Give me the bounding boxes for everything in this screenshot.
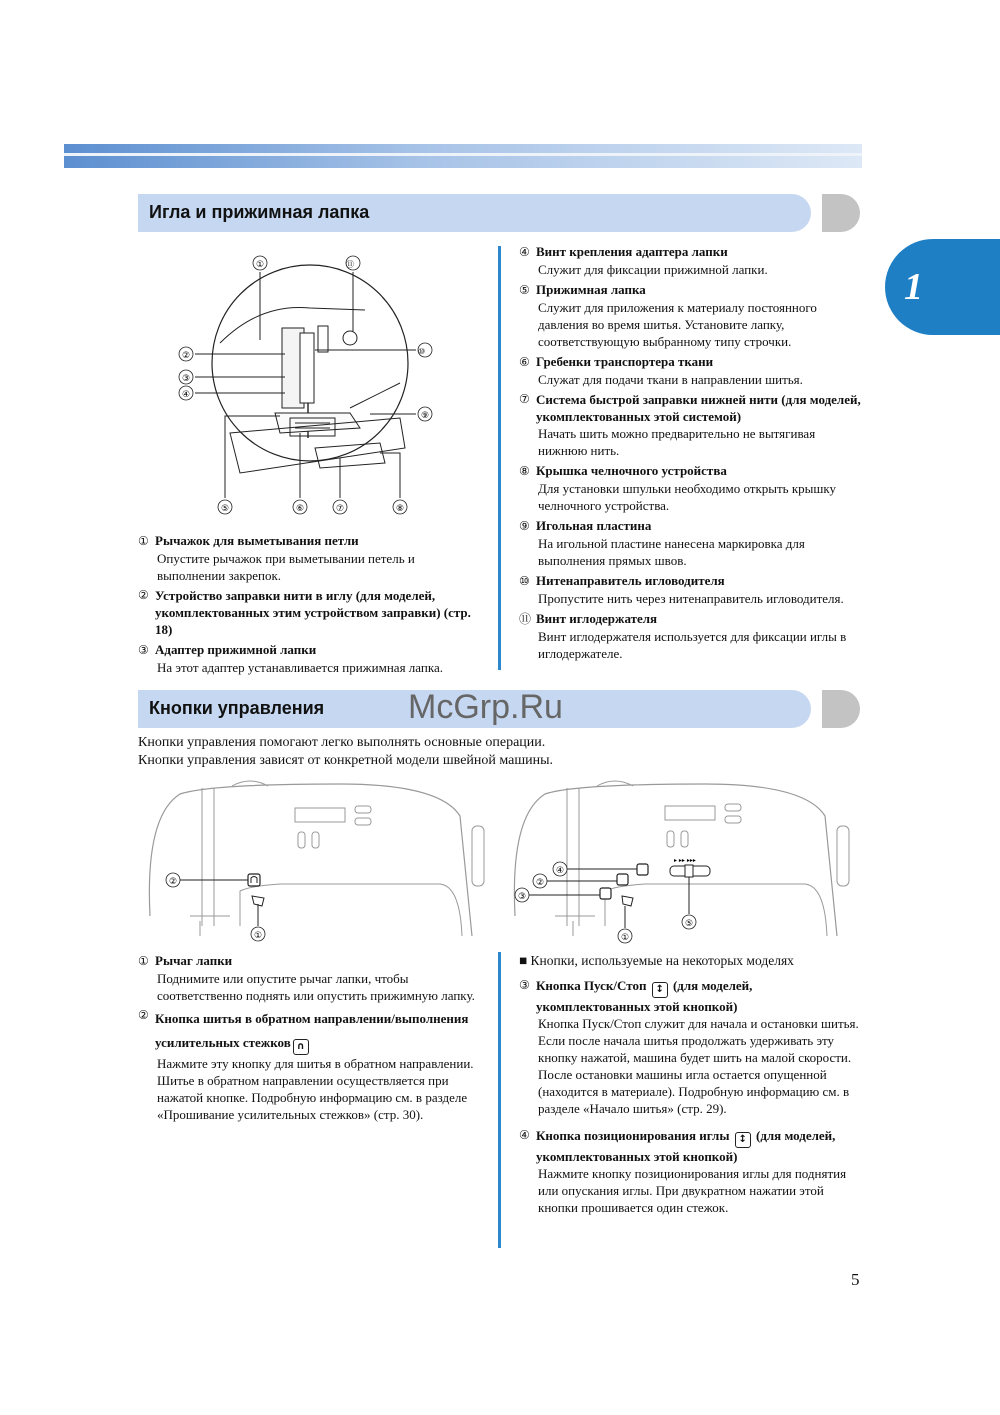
reverse-stitch-icon: ∩ — [293, 1039, 309, 1055]
callout-4: ④ — [182, 390, 191, 400]
callout-5: ⑤ — [221, 504, 230, 514]
item-body: Винт иглодержателя используется для фиксации иглы в иглодержателе. — [538, 629, 847, 661]
callout-2: ② — [182, 351, 191, 361]
section-heading-cap — [822, 194, 860, 232]
chapter-number: 1 — [904, 266, 923, 308]
start-stop-icon: ↕ — [652, 982, 668, 998]
item-heading-suffix: (для моделей, укомплектованных этой кнопкой) — [536, 978, 753, 1014]
machine-diagram-basic — [140, 776, 495, 948]
list-item — [519, 610, 864, 662]
item-body: Для установки шпульки необходимо открыть крышку челночного устройства. — [538, 481, 837, 513]
needle-foot-list-left — [138, 532, 483, 676]
callout-3: ③ — [518, 892, 527, 902]
item-heading: Гребенки транспортера ткани — [536, 354, 714, 369]
item-heading: Прижимная лапка — [536, 282, 646, 297]
item-number: ⑥ — [519, 355, 530, 369]
section-title: Игла и прижимная лапка — [149, 202, 370, 222]
item-body: Начать шить можно предварительно не вытягивая нижнюю нить. — [538, 426, 816, 458]
column-divider — [498, 952, 501, 1248]
section-heading-needle-foot — [138, 194, 811, 232]
item-heading: Рычаг лапки — [155, 953, 233, 968]
callout-3: ③ — [182, 374, 191, 384]
column-divider — [498, 246, 501, 670]
list-item — [519, 572, 864, 607]
callout-6: ⑥ — [296, 504, 305, 514]
item-body: Служит для приложения к материалу постоянного давления во время шитья. Установите лапку, соответствующую выбранному типу строчки. — [538, 300, 817, 349]
item-number: ⑧ — [519, 464, 530, 478]
item-heading-suffix: (для моделей, укомплектованных этой кнопкой) — [536, 1128, 836, 1164]
item-body: Пропустите нить через нитенаправитель игловодителя. — [538, 591, 844, 606]
list-item — [519, 462, 864, 514]
item-heading: Винт иглодержателя — [536, 611, 658, 626]
list-item — [519, 281, 864, 350]
callout-1: ① — [254, 931, 263, 941]
item-body: Поднимите или опустите рычаг лапки, чтобы соответственно поднять или опустить прижимную лапку. — [157, 971, 475, 1003]
section-intro — [138, 734, 838, 770]
svg-text:▸ ▸▸ ▸▸▸: ▸ ▸▸ ▸▸▸ — [674, 857, 696, 864]
item-heading: Игольная пластина — [536, 518, 652, 533]
item-body: Нажмите кнопку позиционирования иглы для поднятия или опускания иглы. При двукратном нажатии этой кнопки прошивается один стежок. — [538, 1166, 847, 1215]
item-number: ⑨ — [519, 519, 530, 533]
callout-5: ⑤ — [685, 919, 694, 929]
item-number: ③ — [138, 643, 149, 657]
callout-9: ⑨ — [421, 411, 430, 421]
item-number: ④ — [519, 1128, 530, 1142]
item-body: Нажмите эту кнопку для шитья в обратном направлении. Шитье в обратном направлении осуществляется при нажатой кнопке. Подробную информацию см. в разделе «Прошивание усилительных стежков» (стр. 30). — [157, 1056, 474, 1122]
header-gradient-bar — [64, 144, 862, 168]
callout-7: ⑦ — [336, 504, 345, 514]
page-number: 5 — [851, 1270, 860, 1289]
list-item — [138, 532, 483, 584]
list-item — [519, 391, 864, 459]
item-body: Служат для подачи ткани в направлении шитья. — [538, 372, 803, 387]
callout-8: ⑧ — [396, 504, 405, 514]
list-item — [138, 587, 483, 638]
item-number: ⑩ — [519, 574, 530, 588]
section-heading-cap — [822, 690, 860, 728]
intro-line: Кнопки управления зависят от конкретной модели швейной машины. — [138, 753, 554, 768]
item-body: На этот адаптер устанавливается прижимная лапка. — [157, 660, 443, 675]
list-item — [138, 952, 483, 1004]
list-item — [138, 1007, 483, 1123]
item-heading: Рычажок для выметывания петли — [155, 533, 359, 548]
control-buttons-list-left — [138, 952, 483, 1123]
item-heading: Кнопка позиционирования иглы — [536, 1128, 730, 1143]
callout-4: ④ — [556, 866, 565, 876]
item-number: ③ — [519, 978, 530, 992]
chapter-tab — [885, 239, 1000, 335]
item-heading: Адаптер прижимной лапки — [155, 642, 317, 657]
item-number: ① — [138, 954, 149, 968]
list-item — [519, 243, 864, 278]
item-heading: Кнопка Пуск/Стоп — [536, 978, 647, 993]
control-buttons-list-right — [519, 952, 864, 1216]
list-item — [519, 1127, 864, 1216]
item-heading: Винт крепления адаптера лапки — [536, 244, 728, 259]
item-body: Кнопка Пуск/Стоп служит для начала и остановки шитья. Если после начала шитья продолжать удерживать эту кнопку нажатой, машина будет шить на малой скорости. После остановки машины игла остается опущенной (находится в материале). Подробную информацию см. в разделе «Начало шитья» (стр. 29). — [538, 1016, 859, 1116]
subheading-some-models: ■ Кнопки, используемые на некоторых моделях — [519, 953, 794, 968]
list-item — [138, 641, 483, 676]
callout-11: ⑪ — [346, 260, 354, 269]
item-number: ⑤ — [519, 283, 530, 297]
item-number: ⑪ — [519, 612, 532, 626]
item-heading: Нитенаправитель игловодителя — [536, 573, 725, 588]
item-number: ⑦ — [519, 392, 530, 406]
list-item — [519, 517, 864, 569]
item-body: На игольной пластине нанесена маркировка для выполнения прямых швов. — [538, 536, 805, 568]
callout-10: ⑩ — [418, 347, 426, 356]
callout-2: ② — [536, 878, 545, 888]
item-number: ① — [138, 534, 149, 548]
list-item — [519, 977, 864, 1117]
callout-1: ① — [621, 933, 630, 943]
callout-1: ① — [256, 260, 265, 270]
machine-diagram-advanced — [505, 776, 860, 948]
item-body: Служит для фиксации прижимной лапки. — [538, 262, 768, 277]
section-title: Кнопки управления — [149, 698, 325, 718]
watermark: McGrp.Ru — [408, 688, 563, 726]
item-number: ② — [138, 588, 149, 602]
item-number: ② — [138, 1008, 149, 1022]
needle-position-icon: ↕ — [735, 1132, 751, 1148]
intro-line: Кнопки управления помогают легко выполнять основные операции. — [138, 735, 546, 750]
item-heading: Кнопка шитья в обратном направлении/выполнения усилительных стежков — [155, 1011, 469, 1050]
callout-2: ② — [169, 877, 178, 887]
item-heading: Устройство заправки нити в иглу (для моделей, укомплектованных этим устройством заправки) (стр. 18) — [155, 588, 471, 637]
item-heading: Крышка челночного устройства — [536, 463, 727, 478]
needle-foot-list-right — [519, 243, 864, 662]
item-number: ④ — [519, 245, 530, 259]
item-heading: Система быстрой заправки нижней нити (для моделей, укомплектованных этой системой) — [536, 392, 861, 424]
item-body: Опустите рычажок при выметывании петель и выполнении закрепок. — [157, 551, 415, 583]
list-item — [519, 353, 864, 388]
needle-foot-diagram — [150, 248, 470, 528]
